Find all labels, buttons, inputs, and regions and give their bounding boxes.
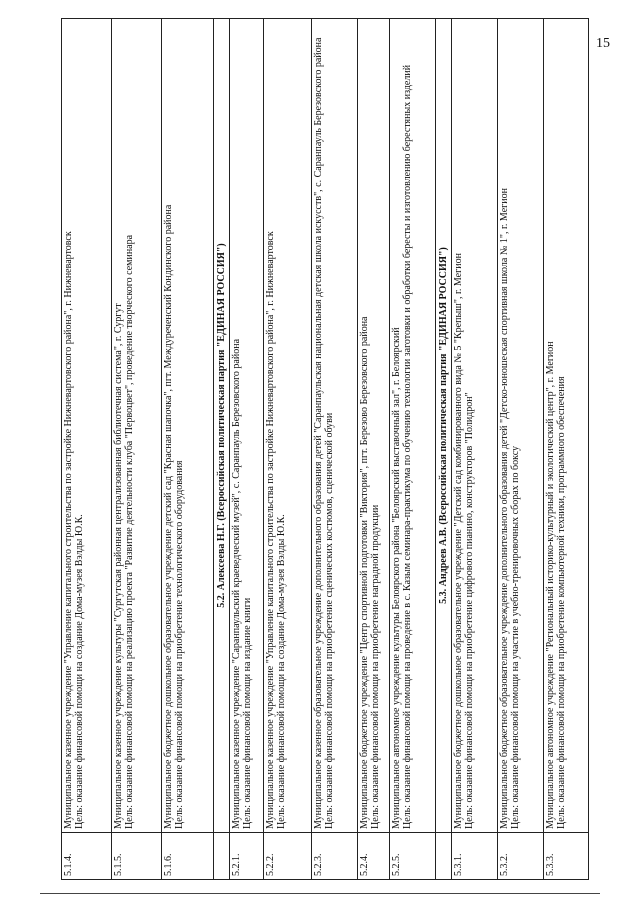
table-row <box>544 19 589 880</box>
row-number <box>436 833 452 880</box>
goal-text: Цель: оказание финансовой помощи на приобретение цифрового пианино, конструкторов "Полидрон" <box>464 392 475 829</box>
row-number: 5.1.5. <box>112 833 162 880</box>
row-description <box>264 19 312 833</box>
goal-text: Цель: оказание финансовой помощи на участие в учебно-тренировочных сборах по боксу <box>510 445 521 829</box>
table-row <box>452 19 498 880</box>
row-description <box>312 19 358 833</box>
organization-text: Муниципальное казенное учреждение культуры "Сургутская районная централизованная библиотечная система", г. Сургут <box>113 303 124 829</box>
goal-text: Цель: оказание финансовой помощи на проведение в с. Казым семинара-практикума по обучению технологии заготовки и обработки бересты и изготовлению берестяных изделий <box>402 64 413 829</box>
row-description <box>230 19 264 833</box>
table-row <box>358 19 390 880</box>
table-row <box>62 19 112 880</box>
row-number: 5.2.5. <box>390 833 436 880</box>
table-row <box>162 19 214 880</box>
row-description <box>162 19 214 833</box>
row-number: 5.2.1. <box>230 833 264 880</box>
goal-text: Цель: оказание финансовой помощи на создание Дома-музея Вэлды Ю.К. <box>276 514 287 829</box>
goal-text: Цель: оказание финансовой помощи на приобретение сценических костюмов, сценической обуви <box>324 412 335 829</box>
row-description <box>498 19 544 833</box>
organization-text: Муниципальное бюджетное учреждение "Центр спортивной подготовки "Виктория", пгт. Березово Березовского района <box>359 316 370 829</box>
rotated-table-inner <box>61 18 588 880</box>
section-header-row <box>436 19 452 880</box>
section-title: 5.2. Алексеева Н.Г. (Всероссийская политическая партия "ЕДИНАЯ РОССИЯ") <box>214 19 230 833</box>
organization-text: Муниципальное бюджетное образовательное учреждение дополнительного образования детей "Детско-юношеская спортивная школа № 1", г. Мегион <box>499 188 510 829</box>
table-row <box>264 19 312 880</box>
row-number: 5.3.3. <box>544 833 589 880</box>
section-title: 5.3. Андреев А.В. (Всероссийская политическая партия "ЕДИНАЯ РОССИЯ") <box>436 19 452 833</box>
row-description <box>62 19 112 833</box>
row-description <box>390 19 436 833</box>
organization-text: Муниципальное казенное учреждение "Управление капитального строительства по застройке Нижневартовского района", г. Нижневартовск <box>265 231 276 829</box>
row-description <box>358 19 390 833</box>
goal-text: Цель: оказание финансовой помощи на создание Дома-музея Вэлды Ю.К. <box>74 514 85 829</box>
table-row <box>312 19 358 880</box>
table-row <box>390 19 436 880</box>
table-row <box>112 19 162 880</box>
row-number: 5.2.2. <box>264 833 312 880</box>
table-row <box>230 19 264 880</box>
organization-text: Муниципальное автономное учреждение культуры Белоярского района "Белоярский выставочный зал", г. Белоярский <box>391 327 402 829</box>
organization-text: Муниципальное бюджетное дошкольное образовательное учреждение "Детский сад комбинированного вида № 5 "Крепыш", г. Мегион <box>453 253 464 829</box>
row-number: 5.1.6. <box>162 833 214 880</box>
row-description <box>452 19 498 833</box>
organization-text: Муниципальное казенное образовательное учреждение дополнительного образования детей "Саранпаульская национальная детская школа искусств", с. Саранпауль Березовского района <box>313 37 324 829</box>
row-number: 5.1.4. <box>62 833 112 880</box>
organization-text: Муниципальное бюджетное дошкольное образовательное учреждение детский сад "Красная шапочка", пгт. Междуреченский Кондинского района <box>163 204 174 829</box>
organization-text: Муниципальное казенное учреждение "Саранпаульский краеведческий музей", с. Саранпауль Березовского района <box>231 338 242 829</box>
goal-text: Цель: оказание финансовой помощи на приобретение наградной продукции <box>370 504 381 829</box>
row-description <box>112 19 162 833</box>
row-number: 5.3.1. <box>452 833 498 880</box>
organization-text: Муниципальное казенное учреждение "Управление капитального строительства по застройке Нижневартовского района", г. Нижневартовск <box>63 231 74 829</box>
goal-text: Цель: оказание финансовой помощи на издание книги <box>242 597 253 829</box>
subsidy-table <box>61 18 589 880</box>
organization-text: Муниципальное автономное учреждение "Региональный историко-культурный и экологический центр", г. Мегион <box>545 341 556 829</box>
row-number: 5.2.4. <box>358 833 390 880</box>
rotated-table-container <box>61 18 588 880</box>
goal-text: Цель: оказание финансовой помощи на приобретение компьютерной техники, программного обеспечения <box>556 376 567 829</box>
goal-text: Цель: оказание финансовой помощи на реализацию проекта "Развитие деятельности клуба "Первоцвет", проведение творческого семинара <box>124 234 135 829</box>
page-number: 15 <box>596 36 610 51</box>
row-number <box>214 833 230 880</box>
section-header-row <box>214 19 230 880</box>
bottom-rule <box>40 893 600 894</box>
goal-text: Цель: оказание финансовой помощи на приобретение технологического оборудования <box>174 460 185 829</box>
row-number: 5.2.3. <box>312 833 358 880</box>
row-description <box>544 19 589 833</box>
table-row <box>498 19 544 880</box>
row-number: 5.3.2. <box>498 833 544 880</box>
